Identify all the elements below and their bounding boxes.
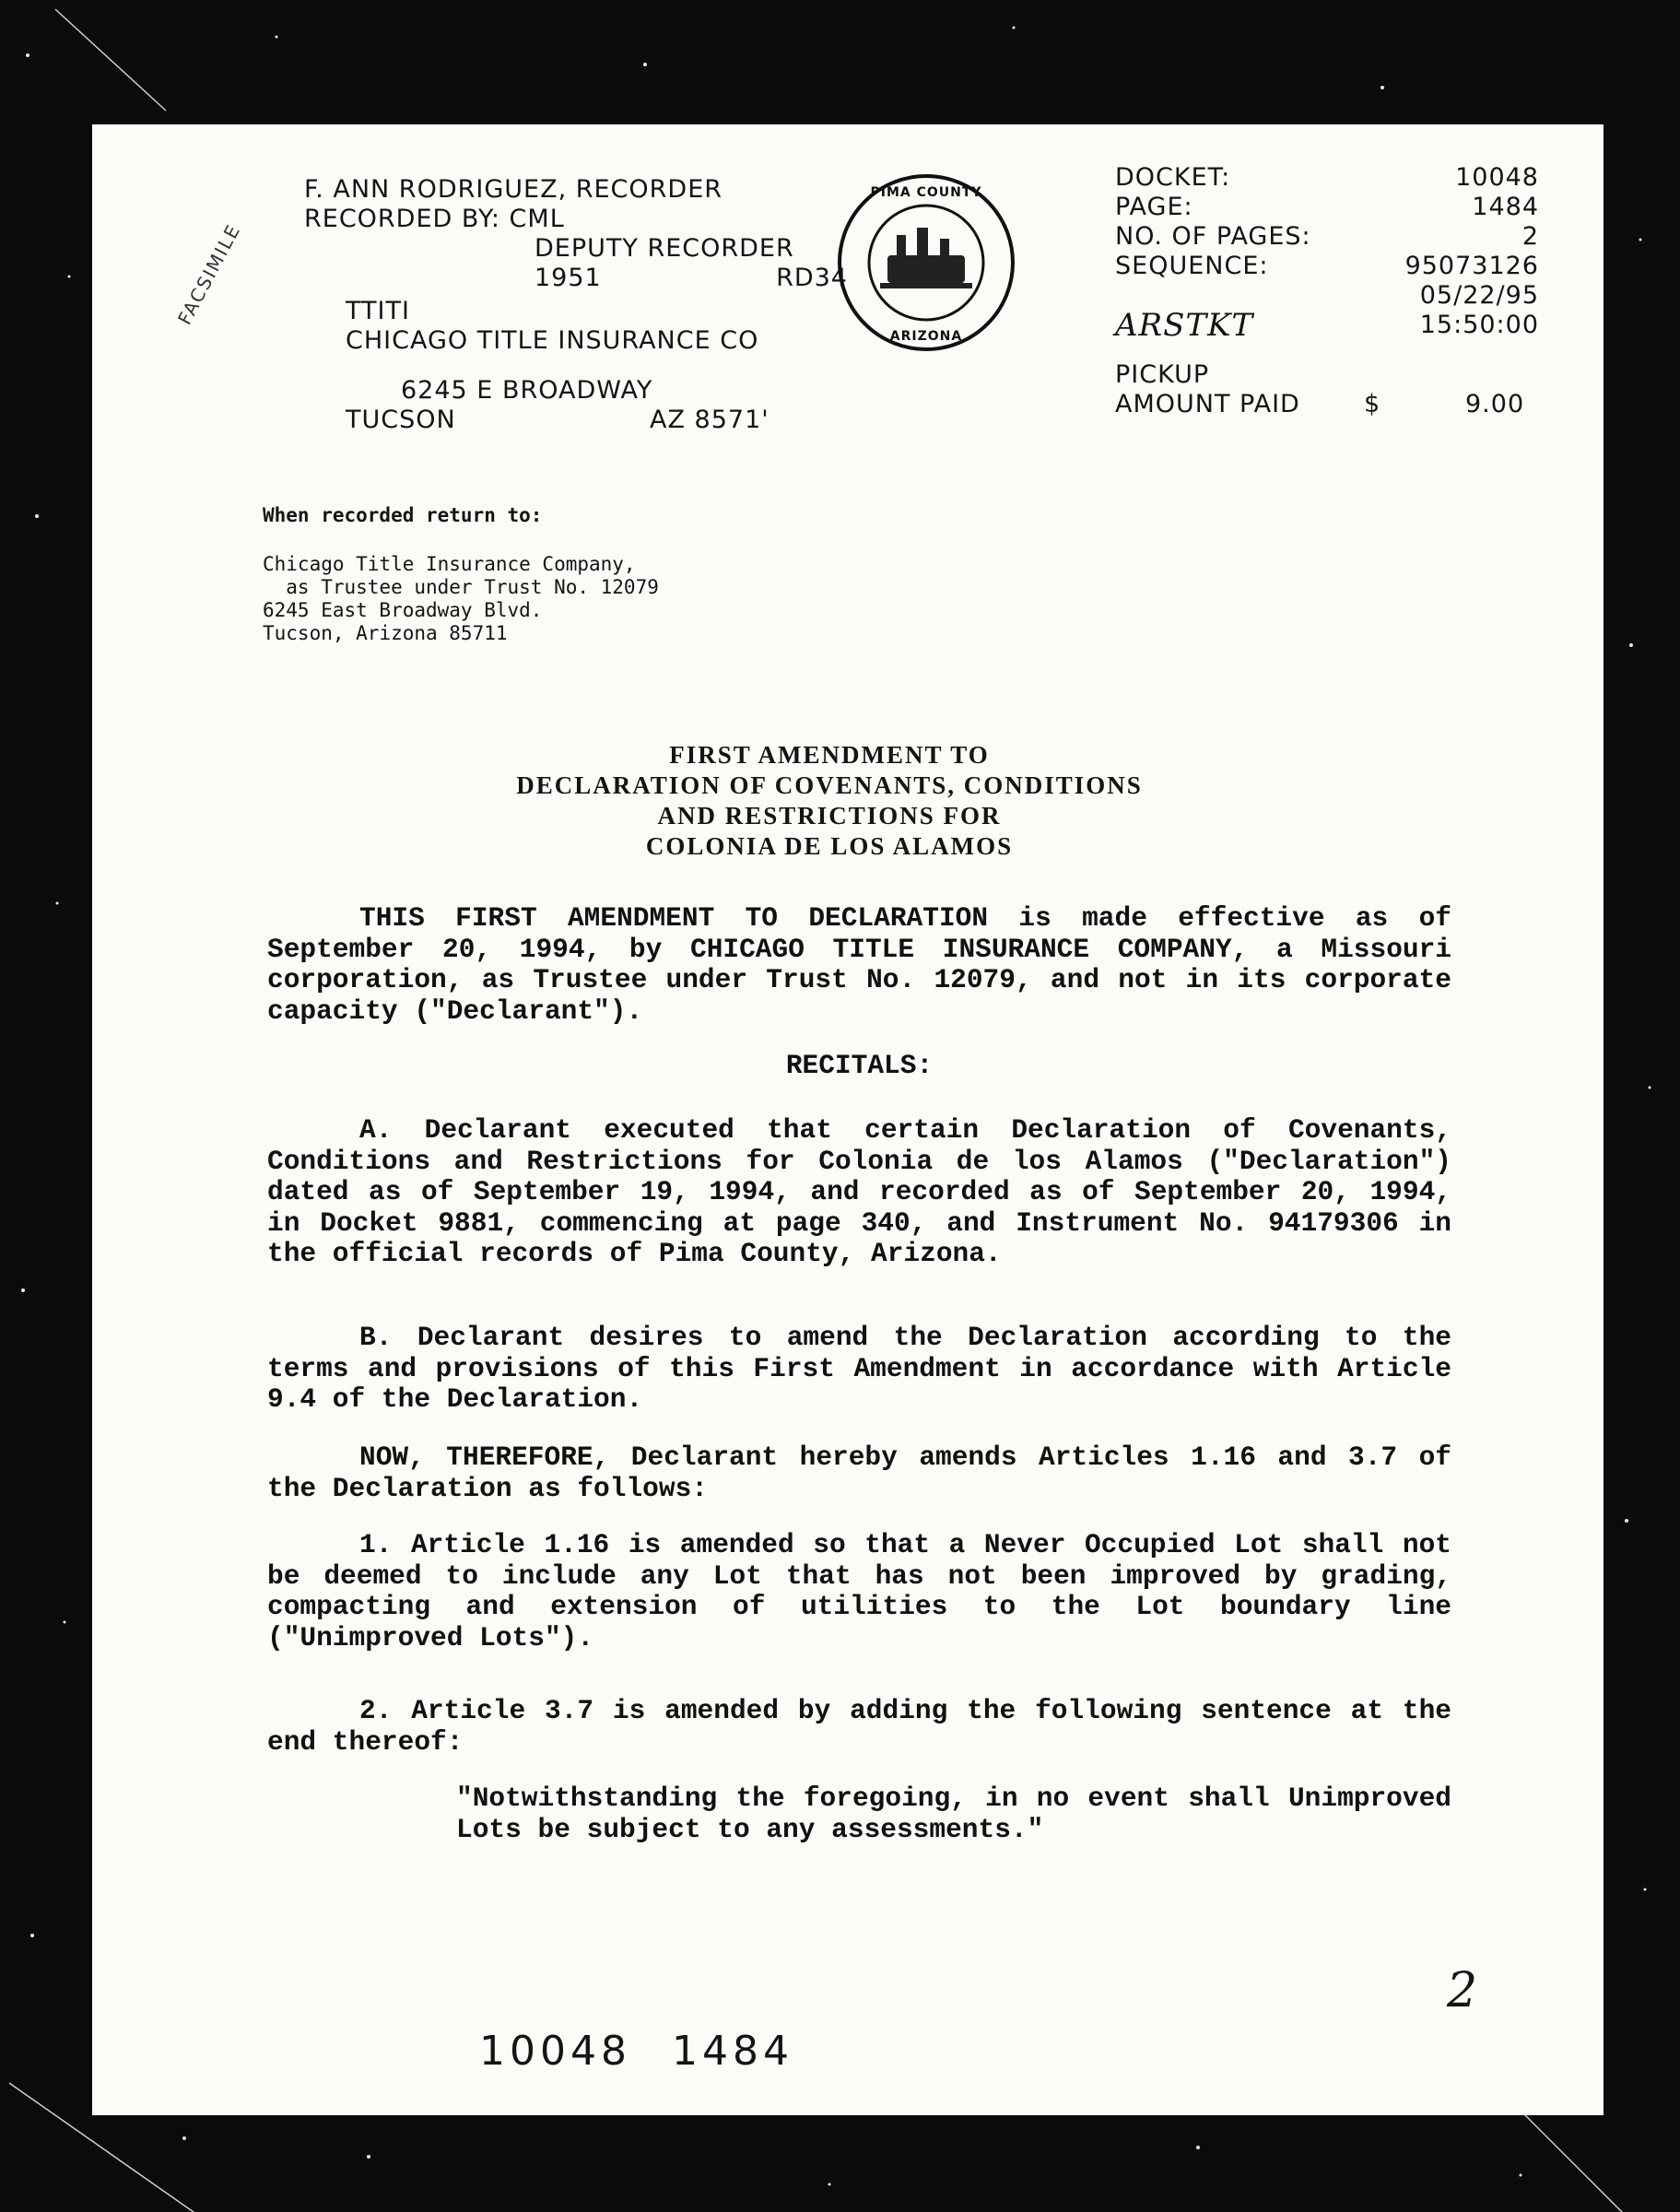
docket-label: DOCKET: xyxy=(1115,163,1231,192)
document-title xyxy=(332,740,1327,862)
return-to-block xyxy=(263,504,908,645)
return-line: Tucson, Arizona 85711 xyxy=(263,622,508,644)
now-therefore-paragraph: NOW, THEREFORE, Declarant hereby amends Articles 1.16 and 3.7 of the Declaration as follows: xyxy=(267,1441,1451,1504)
docket-value: 10048 xyxy=(1455,163,1539,192)
recorder-codes xyxy=(304,264,848,293)
return-line: Chicago Title Insurance Company, xyxy=(263,553,636,575)
docket-row xyxy=(1115,163,1539,193)
amendment-quote: "Notwithstanding the foregoing, in no event shall Unimproved Lots be subject to any assessments." xyxy=(456,1783,1451,1845)
handwritten-code: ARSTKT xyxy=(1115,307,1254,344)
recorder-block xyxy=(304,175,875,435)
footer-page: 1484 xyxy=(671,2028,793,2075)
agent-city-line xyxy=(304,406,843,435)
title-line: DECLARATION OF COVENANTS, CONDITIONS xyxy=(516,771,1143,799)
agent-code: TTITI xyxy=(346,297,410,325)
intro-paragraph: THIS FIRST AMENDMENT TO DECLARATION is made effective as of September 20, 1994, by CHICAGO TITLE INSURANCE COMPANY, a Missouri corporation, as Trustee under Trust No. 12079, and not in its corporate capacity ("Declarant"). xyxy=(267,902,1451,1027)
amount-label: AMOUNT PAID xyxy=(1115,390,1300,418)
document-page xyxy=(92,124,1604,2115)
recital-b: B. Declarant desires to amend the Declaration according to the terms and provisions of this First Amendment in accordance with Article 9.4 of the Declaration. xyxy=(267,1322,1451,1415)
currency-symbol: $ xyxy=(1364,390,1381,418)
footer-docket: 10048 xyxy=(479,2028,631,2075)
seal-icon xyxy=(834,171,1018,355)
recorder-name: F. ANN RODRIGUEZ, RECORDER xyxy=(304,175,723,204)
return-line: as Trustee under Trust No. 12079 xyxy=(263,576,659,598)
facsimile-stamp: FACSIMILE xyxy=(173,219,245,329)
title-line: FIRST AMENDMENT TO xyxy=(669,741,990,769)
return-line: 6245 East Broadway Blvd. xyxy=(263,599,543,621)
docket-page-stamp xyxy=(479,2028,793,2075)
amendment-item-2: 2. Article 3.7 is amended by adding the following sentence at the end thereof: xyxy=(267,1695,1451,1758)
svg-text:PIMA COUNTY: PIMA COUNTY xyxy=(870,185,982,200)
sequence-label: SEQUENCE: xyxy=(1115,252,1269,280)
pages-label: NO. OF PAGES: xyxy=(1115,222,1311,251)
agent-state-zip: AZ 8571' xyxy=(650,406,770,434)
handwritten-page-mark: 2 xyxy=(1447,1963,1478,2018)
deputy-recorder: DEPUTY RECORDER xyxy=(535,234,794,263)
time-row xyxy=(1115,307,1539,344)
sequence-row xyxy=(1115,252,1539,281)
recital-a: A. Declarant executed that certain Declaration of Covenants, Conditions and Restrictions for Colonia de los Alamos ("Declaration") dated as of September 19, 1994, and recorded as of September 20, 1994, in Docket 9881, commencing at page 340, and Instrument No. 94179306 in the official records of Pima County, Arizona. xyxy=(267,1114,1451,1269)
return-heading: When recorded return to: xyxy=(263,504,543,526)
record-date: 05/22/95 xyxy=(1419,281,1539,310)
agent-company: CHICAGO TITLE INSURANCE CO xyxy=(346,326,759,355)
code-left: 1951 xyxy=(535,264,602,292)
pages-value: 2 xyxy=(1521,222,1539,251)
svg-text:ARIZONA: ARIZONA xyxy=(889,329,963,344)
county-seal xyxy=(834,171,1018,359)
title-line: AND RESTRICTIONS FOR xyxy=(657,802,1002,830)
amount-row xyxy=(1115,390,1539,419)
pages-row xyxy=(1115,222,1539,252)
pickup-label: PICKUP xyxy=(1115,360,1210,389)
page-label: PAGE: xyxy=(1115,193,1193,221)
page-value: 1484 xyxy=(1472,193,1539,221)
title-line: COLONIA DE LOS ALAMOS xyxy=(645,832,1014,860)
recitals-heading: RECITALS: xyxy=(785,1050,934,1081)
docket-block xyxy=(1115,163,1539,419)
sequence-value: 95073126 xyxy=(1404,252,1539,280)
agent-street: 6245 E BROADWAY xyxy=(401,376,653,405)
recorded-by: RECORDED BY: CML xyxy=(304,205,565,233)
amendment-item-1: 1. Article 1.16 is amended so that a Never Occupied Lot shall not be deemed to include any Lot that has not been improved by grading, compacting and extension of utilities to the Lot boundary line ("Unimproved Lots"). xyxy=(267,1529,1451,1653)
record-time: 15:50:00 xyxy=(1419,311,1539,339)
page-row xyxy=(1115,193,1539,222)
agent-city: TUCSON xyxy=(346,406,456,434)
code-right: RD34 xyxy=(776,264,848,292)
amount-value: 9.00 xyxy=(1465,390,1525,418)
